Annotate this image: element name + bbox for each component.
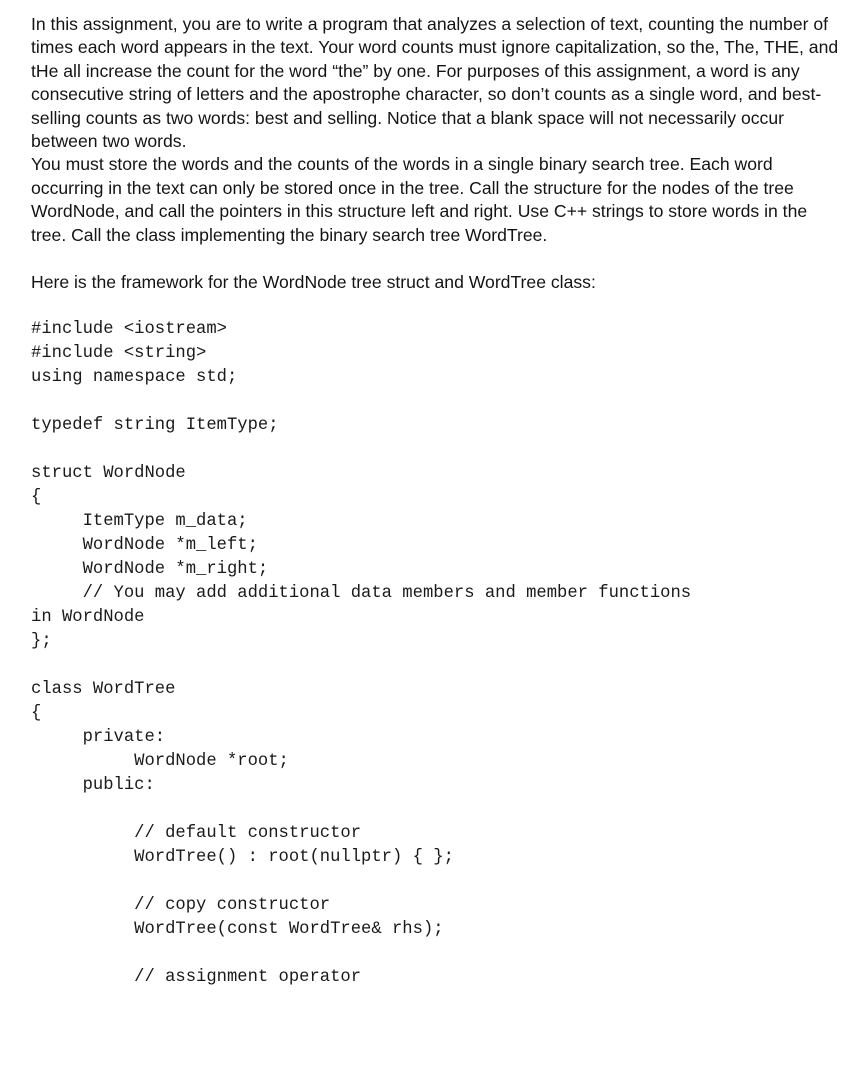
paragraph-spacer	[31, 294, 846, 318]
intro-paragraph: In this assignment, you are to write a program that analyzes a selection of text, counting the number of times each word appears in the text. Your word counts must ignore capitalization, so the, The, THE, and tHe all increase the count for the word “the” by one. For purposes of this assignment, a word is any consecutive string of letters and the apostrophe character, so don’t counts as a single word, and best-selling counts as two words: best and selling. Notice that a blank space will not necessarily occur between two words.	[31, 14, 839, 152]
code-listing: #include <iostream> #include <string> using namespace std; typedef string ItemType; struct WordNode { ItemType m_data; WordNode *m_left; WordNode *m_right; // You may add additional data members and member functions in WordNode }; class WordTree { private: WordNode *root; public: // default constructor WordTree() : root(nullptr) { }; // copy constructor WordTree(const WordTree& rhs); // assignment operator	[31, 320, 692, 988]
requirements-paragraph: You must store the words and the counts of the words in a single binary search tree. Each word occurring in the text can only be stored once in the tree. Call the structure for the nodes of the tree WordNode, and call the pointers in this structure left and right. Use C++ strings to store words in the tree. Call the class implementing the binary search tree WordTree.	[31, 154, 808, 245]
paragraph-spacer	[31, 247, 846, 271]
framework-intro-paragraph: Here is the framework for the WordNode tree struct and WordTree class:	[31, 272, 596, 293]
document-page	[31, 13, 846, 990]
